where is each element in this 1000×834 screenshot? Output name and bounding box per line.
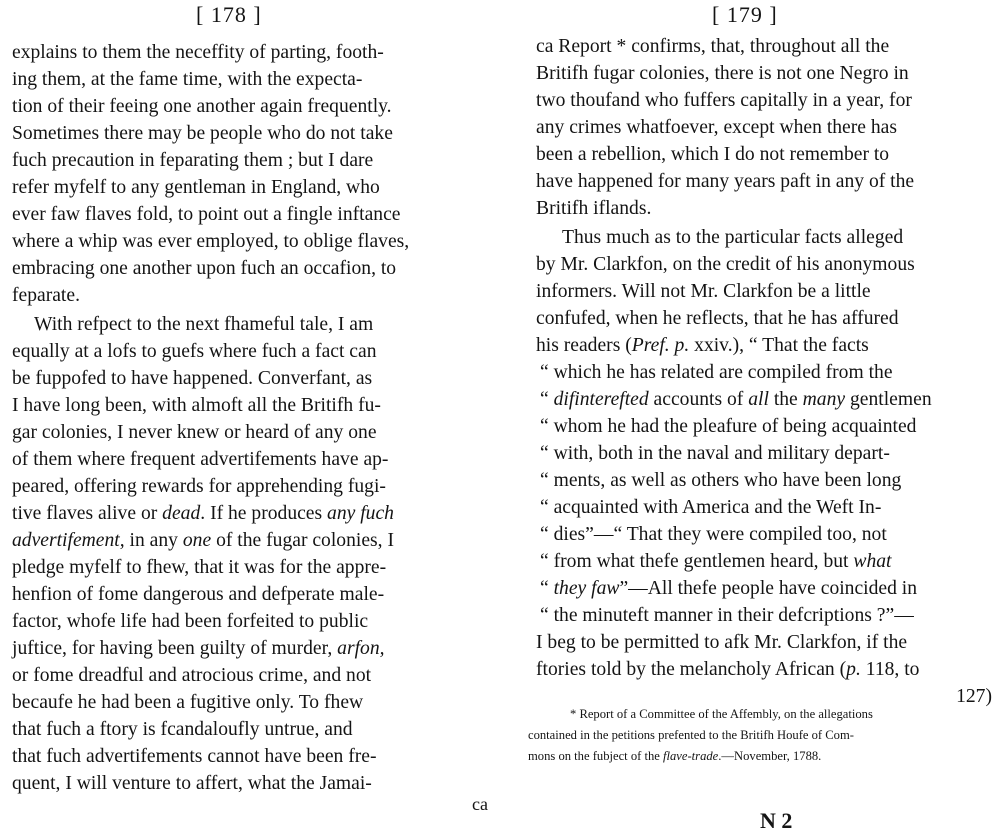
- text-line: “ with, both in the naval and military depart-: [540, 443, 890, 464]
- text-line: Britifh iflands.: [536, 198, 652, 219]
- text-line: [540, 387, 932, 413]
- text-run: 118, to: [860, 659, 920, 680]
- text-line: explains to them the neceffity of parting, footh-: [12, 42, 384, 63]
- italic-run: arfon,: [337, 638, 385, 659]
- text-run: his readers (: [536, 335, 632, 356]
- italic-run: many: [802, 389, 846, 410]
- text-line: fuch precaution in feparating them ; but I dare: [12, 150, 374, 171]
- italic-run: difinterefted: [553, 389, 649, 410]
- text-line: any crimes whatfoever, except when there has: [536, 117, 897, 138]
- text-line: by Mr. Clarkfon, on the credit of his anonymous: [536, 254, 915, 275]
- text-line: been a rebellion, which I do not remember to: [536, 144, 890, 165]
- text-line: or fome dreadful and atrocious crime, and not: [12, 665, 372, 686]
- text-run: “: [540, 578, 554, 599]
- text-line: “ the minuteft manner in their defcriptions ?”—: [540, 605, 914, 626]
- text-line: [540, 549, 892, 575]
- text-run: of the fugar colonies, I: [211, 530, 394, 551]
- text-line: henfion of fome dangerous and defperate male-: [12, 584, 385, 605]
- text-line: two thoufand who fuffers capitally in a year, for: [536, 90, 912, 111]
- text-run: .—November, 1788.: [718, 749, 822, 763]
- text-run: . If he produces: [200, 503, 323, 524]
- text-line: feparate.: [12, 285, 80, 306]
- italic-run: advertifement,: [12, 530, 125, 551]
- catchword: ca: [472, 794, 488, 814]
- text-run: in any: [124, 530, 183, 551]
- text-run: the: [768, 389, 803, 410]
- footnote-line: * Report of a Committee of the Affembly, on the allegations: [570, 707, 873, 721]
- text-run: accounts of: [648, 389, 749, 410]
- signature-mark: N 2: [760, 808, 793, 833]
- text-run: mons on the fubject of the: [528, 749, 664, 763]
- text-line: “ dies”—“ That they were compiled too, not: [540, 524, 887, 545]
- text-line: ing them, at the fame time, with the expecta-: [12, 69, 363, 90]
- text-line: ca Report * confirms, that, throughout all the: [536, 36, 890, 57]
- italic-run: Pref. p.: [631, 335, 690, 356]
- italic-run: p.: [846, 659, 861, 680]
- text-line: tion of their feeing one another again frequently.: [12, 96, 392, 117]
- italic-run: one: [182, 530, 212, 551]
- text-line: Sometimes there may be people who do not take: [12, 123, 393, 144]
- text-line: “ acquainted with America and the Weft In-: [540, 497, 882, 518]
- text-run: juftice, for having been guilty of murder,: [12, 638, 333, 659]
- text-line: [540, 576, 917, 602]
- text-line: Thus much as to the particular facts alleged: [562, 227, 904, 248]
- text-line: “ whom he had the pleafure of being acquainted: [540, 416, 917, 437]
- text-line: peared, offering rewards for apprehending fugi-: [12, 476, 386, 497]
- text-line: “ which he has related are compiled from the: [540, 362, 893, 383]
- text-line: equally at a lofs to guefs where fuch a fact can: [12, 341, 377, 362]
- page-number-right: [ 179 ]: [712, 2, 778, 27]
- text-line: factor, whofe life had been forfeited to public: [12, 611, 369, 632]
- italic-run: they faw: [553, 578, 620, 599]
- italic-run: dead: [162, 503, 201, 524]
- text-line: becaufe he had been a fugitive only. To fhew: [12, 692, 364, 713]
- footnote: [528, 704, 998, 767]
- text-line: [12, 636, 385, 662]
- text-run: xxiv.), “ That the facts: [689, 335, 869, 356]
- italic-run: flave-trade: [663, 749, 719, 763]
- text-line: of them where frequent advertifements have ap-: [12, 449, 389, 470]
- text-line: confufed, when he reflects, that he has affured: [536, 308, 899, 329]
- text-line: have happened for many years paft in any of the: [536, 171, 915, 192]
- text-line: quent, I will venture to affert, what the Jamai-: [12, 773, 372, 794]
- text-line: [12, 528, 394, 554]
- text-line: pledge myfelf to fhew, that it was for the appre-: [12, 557, 387, 578]
- text-line: embracing one another upon fuch an occafion, to: [12, 258, 397, 279]
- text-line: [536, 657, 919, 683]
- text-run: gentlemen: [845, 389, 932, 410]
- text-line: refer myfelf to any gentleman in England, who: [12, 177, 380, 198]
- text-line: Britifh fugar colonies, there is not one Negro in: [536, 63, 909, 84]
- text-run: “ from what thefe gentlemen heard, but: [540, 551, 854, 572]
- text-line: that fuch advertifements cannot have been fre-: [12, 746, 377, 767]
- text-line: that fuch a ftory is fcandaloufly untrue, and: [12, 719, 353, 740]
- text-run: ”—All thefe people have coincided in: [619, 578, 918, 599]
- text-line: informers. Will not Mr. Clarkfon be a little: [536, 281, 871, 302]
- footnote-line: contained in the petitions prefented to the Britifh Houfe of Com-: [528, 728, 854, 742]
- text-line: I beg to be permitted to afk Mr. Clarkfon, if the: [536, 632, 908, 653]
- text-line: gar colonies, I never knew or heard of any one: [12, 422, 377, 443]
- text-line: [536, 333, 869, 359]
- text-run: tive flaves alive or: [12, 503, 158, 524]
- text-line: I have long been, with almoft all the Britifh fu-: [12, 395, 381, 416]
- text-line: where a whip was ever employed, to oblige flaves,: [12, 231, 410, 252]
- page-number-left: [ 178 ]: [196, 2, 262, 27]
- text-line: “ ments, as well as others who have been long: [540, 470, 902, 491]
- text-line: With refpect to the next fhameful tale, I am: [34, 314, 374, 335]
- italic-run: all: [748, 389, 769, 410]
- italic-run: any fuch: [327, 503, 394, 524]
- text-line: be fuppofed to have happened. Converfant, as: [12, 368, 373, 389]
- text-line: ever faw flaves fold, to point out a fingle inftance: [12, 204, 401, 225]
- italic-run: what: [853, 551, 892, 572]
- footnote-line: [528, 746, 998, 767]
- text-run: ftories told by the melancholy African (: [536, 659, 847, 680]
- text-line: [12, 501, 394, 527]
- text-run: “: [540, 389, 554, 410]
- text-line: 127): [956, 686, 992, 707]
